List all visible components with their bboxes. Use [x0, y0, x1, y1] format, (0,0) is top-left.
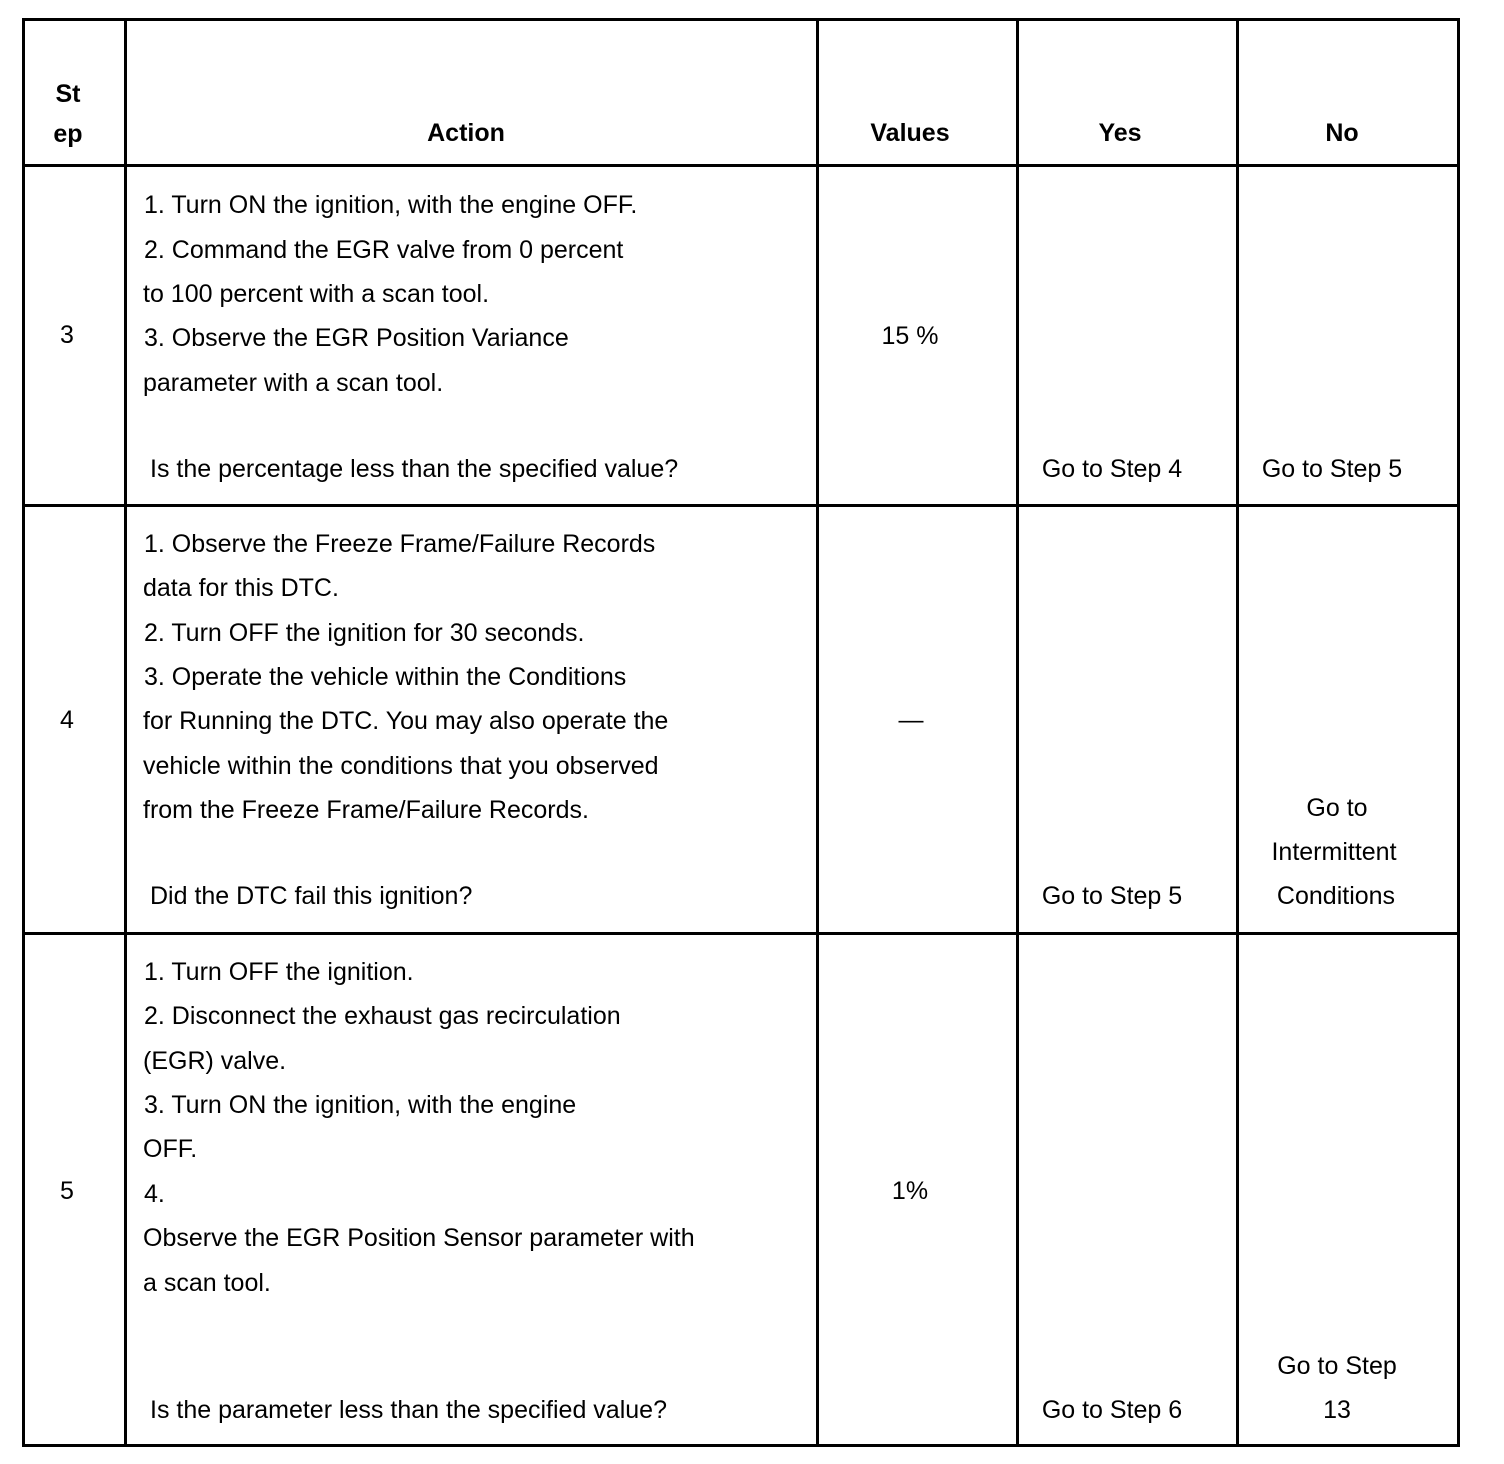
action-line: (EGR) valve. — [143, 1047, 287, 1075]
action-line: OFF. — [143, 1135, 198, 1163]
yes-result: Go to Step 4 — [1041, 455, 1183, 483]
row-divider — [22, 504, 1460, 507]
table-border-top — [22, 18, 1460, 21]
action-line: 1. Turn ON the ignition, with the engine OFF. — [144, 191, 638, 219]
column-divider — [124, 18, 127, 1447]
no-result: 13 — [1323, 1396, 1351, 1424]
no-result: Conditions — [1276, 882, 1396, 910]
action-line: 3. Operate the vehicle within the Conditions — [144, 663, 627, 691]
action-line: 1. Observe the Freeze Frame/Failure Records — [144, 530, 656, 558]
table-border-bottom — [22, 1444, 1460, 1447]
spec-value: 1% — [891, 1177, 929, 1205]
header-step-line2: ep — [53, 120, 83, 148]
header-yes: Yes — [1098, 119, 1142, 147]
action-line: 2. Command the EGR valve from 0 percent — [144, 236, 624, 264]
header-step-line1: St — [55, 80, 81, 108]
yes-result: Go to Step 6 — [1041, 1396, 1183, 1424]
yes-result: Go to Step 5 — [1041, 882, 1183, 910]
action-line: 4. — [144, 1180, 165, 1208]
step-number: 5 — [60, 1177, 74, 1205]
spec-value: — — [898, 706, 924, 734]
table-border-left — [22, 18, 25, 1447]
action-line: 3. Observe the EGR Position Variance — [144, 324, 569, 352]
spec-value: 15 % — [881, 322, 939, 350]
action-line: vehicle within the conditions that you observed — [143, 752, 659, 780]
action-line: 2. Turn OFF the ignition for 30 seconds. — [144, 619, 585, 647]
action-line: for Running the DTC. You may also operate the — [143, 707, 669, 735]
no-result: Intermittent — [1271, 838, 1397, 866]
action-question: Did the DTC fail this ignition? — [150, 882, 473, 910]
column-divider — [1236, 18, 1239, 1447]
header-values: Values — [870, 119, 950, 147]
header-action: Action — [427, 119, 505, 147]
step-number: 4 — [60, 706, 74, 734]
table-border-right — [1457, 18, 1460, 1447]
action-question: Is the percentage less than the specified value? — [150, 455, 679, 483]
column-divider — [816, 18, 819, 1447]
column-divider — [1016, 18, 1019, 1447]
action-line: from the Freeze Frame/Failure Records. — [143, 796, 589, 824]
step-number: 3 — [60, 321, 74, 349]
action-line: 3. Turn ON the ignition, with the engine — [144, 1091, 577, 1119]
header-no: No — [1325, 119, 1359, 147]
action-question: Is the parameter less than the specified value? — [150, 1396, 667, 1424]
header-divider — [22, 164, 1460, 167]
action-line: parameter with a scan tool. — [143, 369, 444, 397]
no-result: Go to — [1306, 794, 1368, 822]
no-result: Go to Step — [1277, 1352, 1397, 1380]
no-result: Go to Step 5 — [1261, 455, 1403, 483]
action-line: data for this DTC. — [143, 574, 339, 602]
action-line: 1. Turn OFF the ignition. — [144, 958, 414, 986]
action-line: a scan tool. — [143, 1269, 271, 1297]
action-line: 2. Disconnect the exhaust gas recirculation — [144, 1002, 621, 1030]
row-divider — [22, 932, 1460, 935]
action-line: Observe the EGR Position Sensor parameter with — [143, 1224, 695, 1252]
action-line: to 100 percent with a scan tool. — [143, 280, 490, 308]
